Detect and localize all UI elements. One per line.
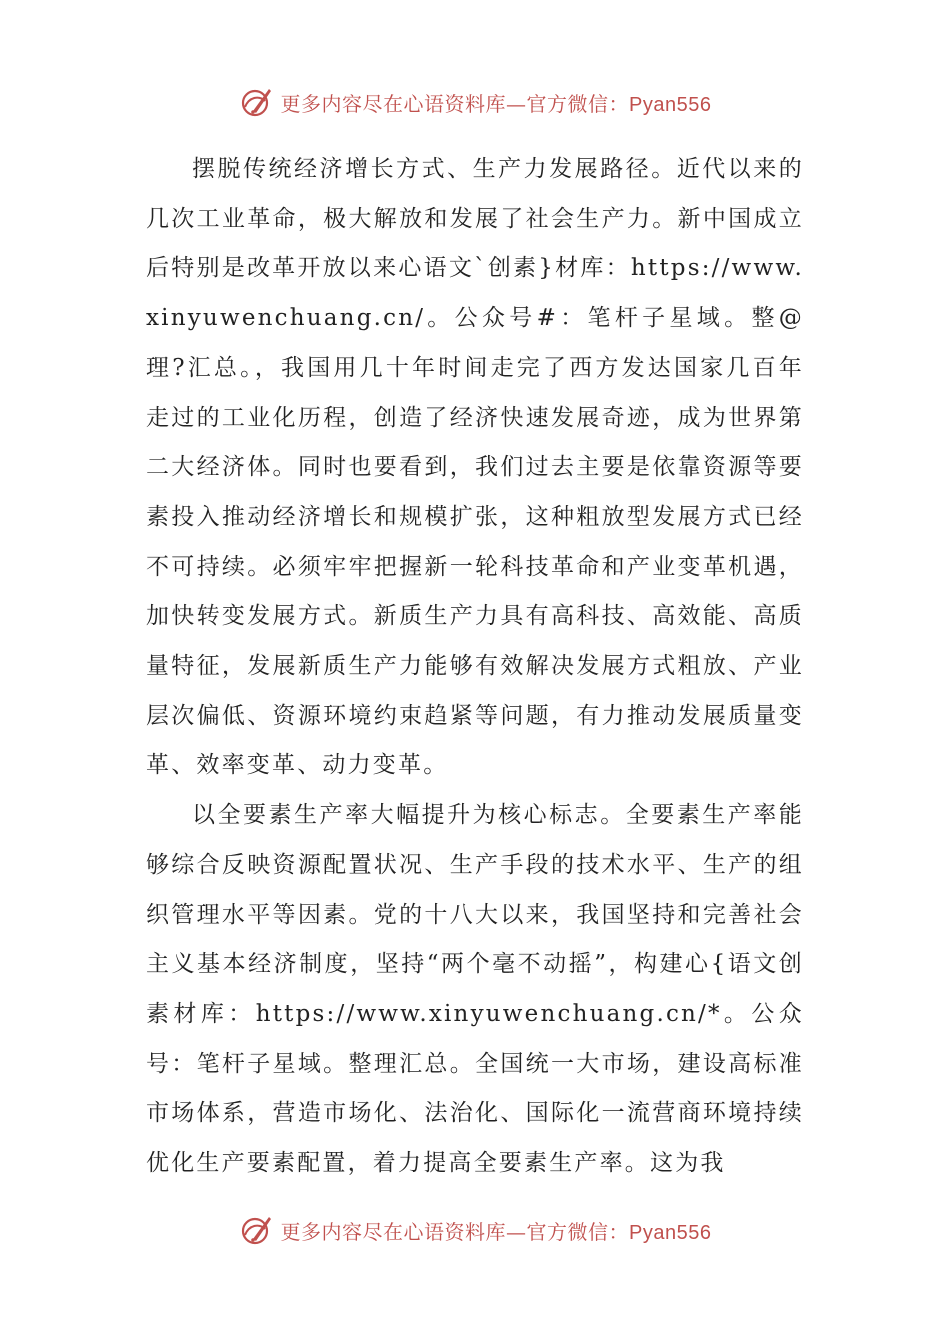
body-paragraph-1: 摆脱传统经济增长方式、生产力发展路径。近代以来的几次工业革命，极大解放和发展了社会生产力。新中国成立后特别是改革开放以来心语文`创素}材库：https://www.xinyuwenchuang.cn/。公众号#：笔杆子星域。整@理?汇总。，我国用几十年时间走完了西方发达国家几百年走过的工业化历程，创造了经济快速发展奇迹，成为世界第二大经济体。同时也要看到，我们过去主要是依靠资源等要素投入推动经济增长和规模扩张，这种粗放型发展方式已经不可持续。必须牢牢把握新一轮科技革命和产业变革机遇，加快转变发展方式。新质生产力具有高科技、高效能、高质量特征，发展新质生产力能够有效解决发展方式粗放、产业层次偏低、资源环境约束趋紧等问题，有力推动发展质量变革、效率变革、动力变革。 — [146, 156, 804, 779]
header-separator: — — [506, 91, 527, 116]
footer-contact-label: 官方微信： — [526, 1219, 630, 1244]
header-brand-name: 更多内容尽在心语资料库 — [280, 91, 507, 116]
footer-separator: — — [506, 1219, 527, 1244]
header-banner — [0, 80, 950, 124]
body-paragraph-2: 以全要素生产率大幅提升为核心标志。全要素生产率能够综合反映资源配置状况、生产手段的技术水平、生产的组织管理水平等因素。党的十八大以来，我国坚持和完善社会主义基本经济制度，坚持“两个毫不动摇”，构建心{语文创素材库：https://www.xinyuwenchuang.cn/*。公众号：笔杆子星域。整理汇总。全国统一大市场，建设高标准市场体系，营造市场化、法治化、国际化一流营商环境持续优化生产要素配置，着力提高全要素生产率。这为我 — [146, 802, 804, 1177]
document-body — [146, 145, 804, 1189]
header-brand-text — [281, 88, 712, 117]
footer-wechat-handle: Pyan556 — [629, 1221, 712, 1244]
footer-banner — [0, 1208, 950, 1252]
footer-brand-name: 更多内容尽在心语资料库 — [280, 1219, 507, 1244]
pen-swirl-logo-icon — [239, 85, 273, 119]
header-wechat-handle: Pyan556 — [629, 93, 712, 116]
footer-brand-text — [281, 1216, 712, 1245]
header-contact-label: 官方微信： — [526, 91, 630, 116]
pen-swirl-logo-icon — [239, 1213, 273, 1247]
